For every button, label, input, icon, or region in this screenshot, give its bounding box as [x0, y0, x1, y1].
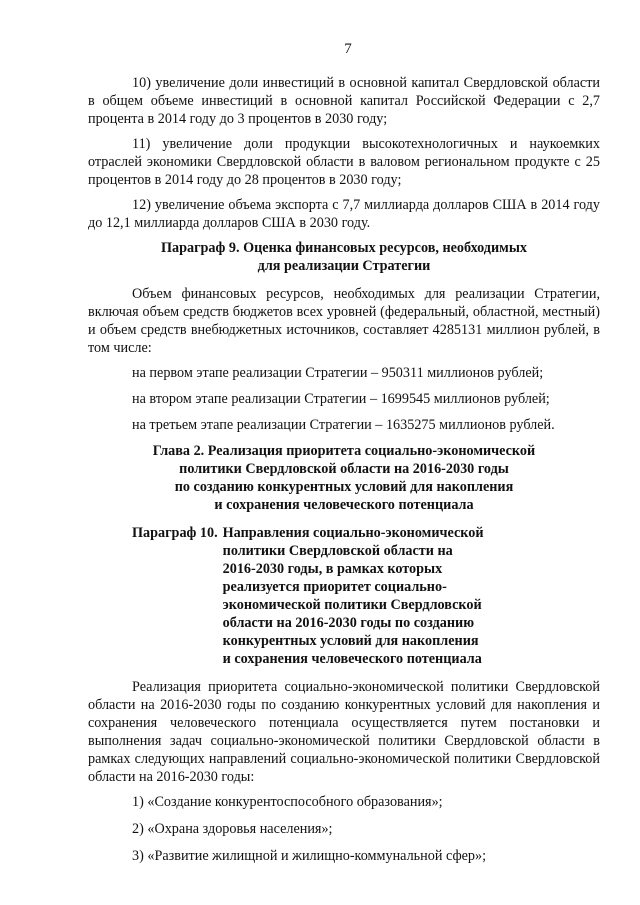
heading-line: для реализации Стратегии [257, 258, 431, 274]
heading-line: политики Свердловской области на 2016-2030 годы [179, 461, 509, 477]
heading-line: Направления социально-экономической [222, 525, 484, 541]
heading-line: Глава 2. Реализация приоритета социально-экономической [152, 443, 536, 459]
paragraph-10-prefix: Параграф 10. [132, 525, 218, 541]
page-number: 7 [344, 41, 352, 57]
paragraph-10-heading [132, 524, 600, 668]
heading-line: и сохранения человеческого потенциала [222, 651, 482, 667]
chapter-2-heading [88, 442, 600, 514]
stage-3: на третьем этапе реализации Стратегии – 1635275 миллионов рублей. [132, 417, 555, 433]
direction-2: 2) «Охрана здоровья населения»; [132, 821, 333, 837]
list-item-11: 11) увеличение доли продукции высокотехнологичных и наукоемких отраслей экономики Свердловской области в валовом региональном продукте с 25 процентов в 2014 году до 28 процентов в 2030 году; [88, 136, 600, 188]
paragraph-9-body: Объем финансовых ресурсов, необходимых для реализации Стратегии, включая объем средств бюджетов всех уровней (федеральный, областной, местный) и объем средств внебюджетных источников, составляет 4285131 миллион рублей, в том числе: [88, 286, 600, 356]
heading-line: политики Свердловской области на [222, 543, 453, 559]
stage-1: на первом этапе реализации Стратегии – 950311 миллионов рублей; [132, 365, 544, 381]
heading-line: реализуется приоритет социально- [222, 579, 447, 595]
list-item-10: 10) увеличение доли инвестиций в основной капитал Свердловской области в общем объеме инвестиций в основной капитал Российской Федерации с 2,7 процента в 2014 году до 3 процентов в 2030 году; [88, 75, 600, 127]
paragraph-10-title [223, 524, 484, 668]
heading-line: конкурентных условий для накопления [222, 633, 479, 649]
paragraph-10-body: Реализация приоритета социально-экономической политики Свердловской области на 2016-2030 годы по созданию конкурентных условий для накопления и сохранения человеческого потенциала осуществляется путем постановки и выполнения задач социально-экономической политики Свердловской области в рамках следующих направлений социально-экономической политики Свердловской области на 2016-2030 годы: [88, 679, 600, 785]
heading-line: области на 2016-2030 годы по созданию [222, 615, 475, 631]
paragraph-9-heading [88, 239, 600, 275]
heading-line: Параграф 9. Оценка финансовых ресурсов, необходимых [160, 240, 527, 256]
heading-line: по созданию конкурентных условий для накопления [174, 479, 514, 495]
heading-line: экономической политики Свердловской [222, 597, 482, 613]
direction-1: 1) «Создание конкурентоспособного образования»; [132, 794, 443, 810]
heading-line: 2016-2030 годы, в рамках которых [222, 561, 443, 577]
list-item-12: 12) увеличение объема экспорта с 7,7 миллиарда долларов США в 2014 году до 12,1 миллиарда долларов США в 2030 году. [88, 197, 600, 231]
stage-2: на втором этапе реализации Стратегии – 1699545 миллионов рублей; [132, 391, 550, 407]
heading-line: и сохранения человеческого потенциала [214, 497, 474, 513]
direction-3: 3) «Развитие жилищной и жилищно-коммунальной сфер»; [132, 848, 487, 864]
